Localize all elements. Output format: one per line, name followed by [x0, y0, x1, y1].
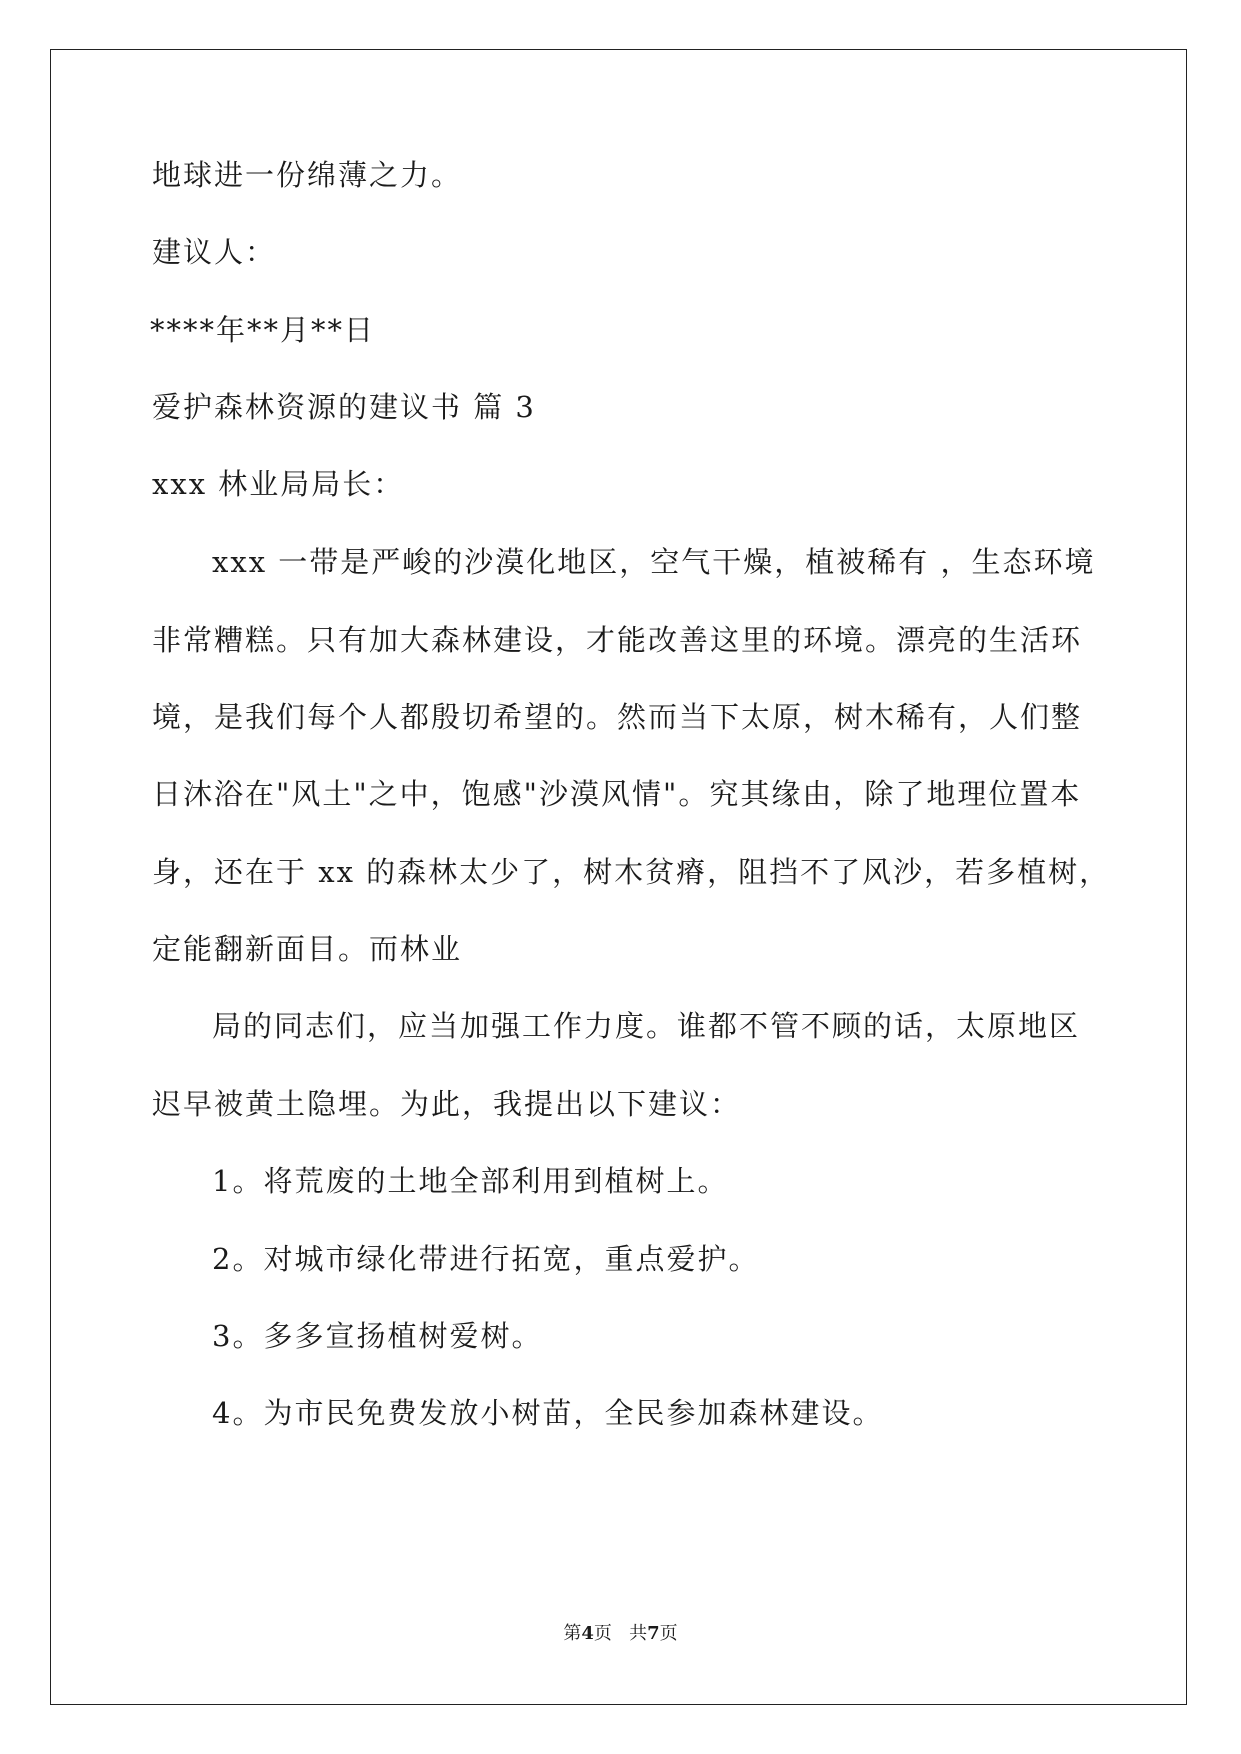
text-line: 境，是我们每个人都殷切希望的。然而当下太原，树木稀有，人们整 — [152, 700, 1083, 734]
text-line: xxx 一带是严峻的沙漠化地区，空气干燥，植被稀有 ，生态环境 — [212, 545, 1096, 579]
text-line: 建议人： — [152, 235, 277, 269]
footer-page-number: 4 — [581, 1623, 594, 1644]
footer-page-suffix: 页 — [593, 1623, 612, 1644]
list-item: 3。多多宣扬植树爱树。 — [212, 1319, 543, 1353]
footer-page-prefix: 第 — [563, 1623, 582, 1644]
text-line: 迟早被黄土隐埋。为此，我提出以下建议： — [152, 1087, 742, 1121]
list-item: 2。对城市绿化带进行拓宽，重点爱护。 — [212, 1242, 760, 1276]
footer-total-pages: 7 — [647, 1623, 660, 1644]
section-heading: 爱护森林资源的建议书 篇 3 — [152, 390, 536, 424]
text-line: 非常糟糕。只有加大森林建设，才能改善这里的环境。漂亮的生活环 — [152, 623, 1083, 657]
text-line: 日沐浴在"风土"之中，饱感"沙漠风情"。究其缘由，除了地理位置本 — [152, 777, 1082, 811]
text-line: 定能翻新面目。而林业 — [152, 932, 463, 966]
footer-total-prefix: 共 — [629, 1623, 648, 1644]
page-footer — [0, 1622, 1241, 1646]
list-item: 1。将荒废的土地全部利用到植树上。 — [212, 1164, 729, 1198]
salutation: xxx 林业局局长： — [152, 467, 405, 501]
footer-total-suffix: 页 — [659, 1623, 678, 1644]
text-line: 身，还在于 xx 的森林太少了，树木贫瘠，阻挡不了风沙，若多植树， — [152, 855, 1111, 889]
date-line: ****年**月**日 — [150, 313, 376, 347]
list-item: 4。为市民免费发放小树苗，全民参加森林建设。 — [212, 1396, 884, 1430]
text-line: 局的同志们，应当加强工作力度。谁都不管不顾的话，太原地区 — [212, 1009, 1081, 1043]
text-line: 地球进一份绵薄之力。 — [152, 158, 463, 192]
